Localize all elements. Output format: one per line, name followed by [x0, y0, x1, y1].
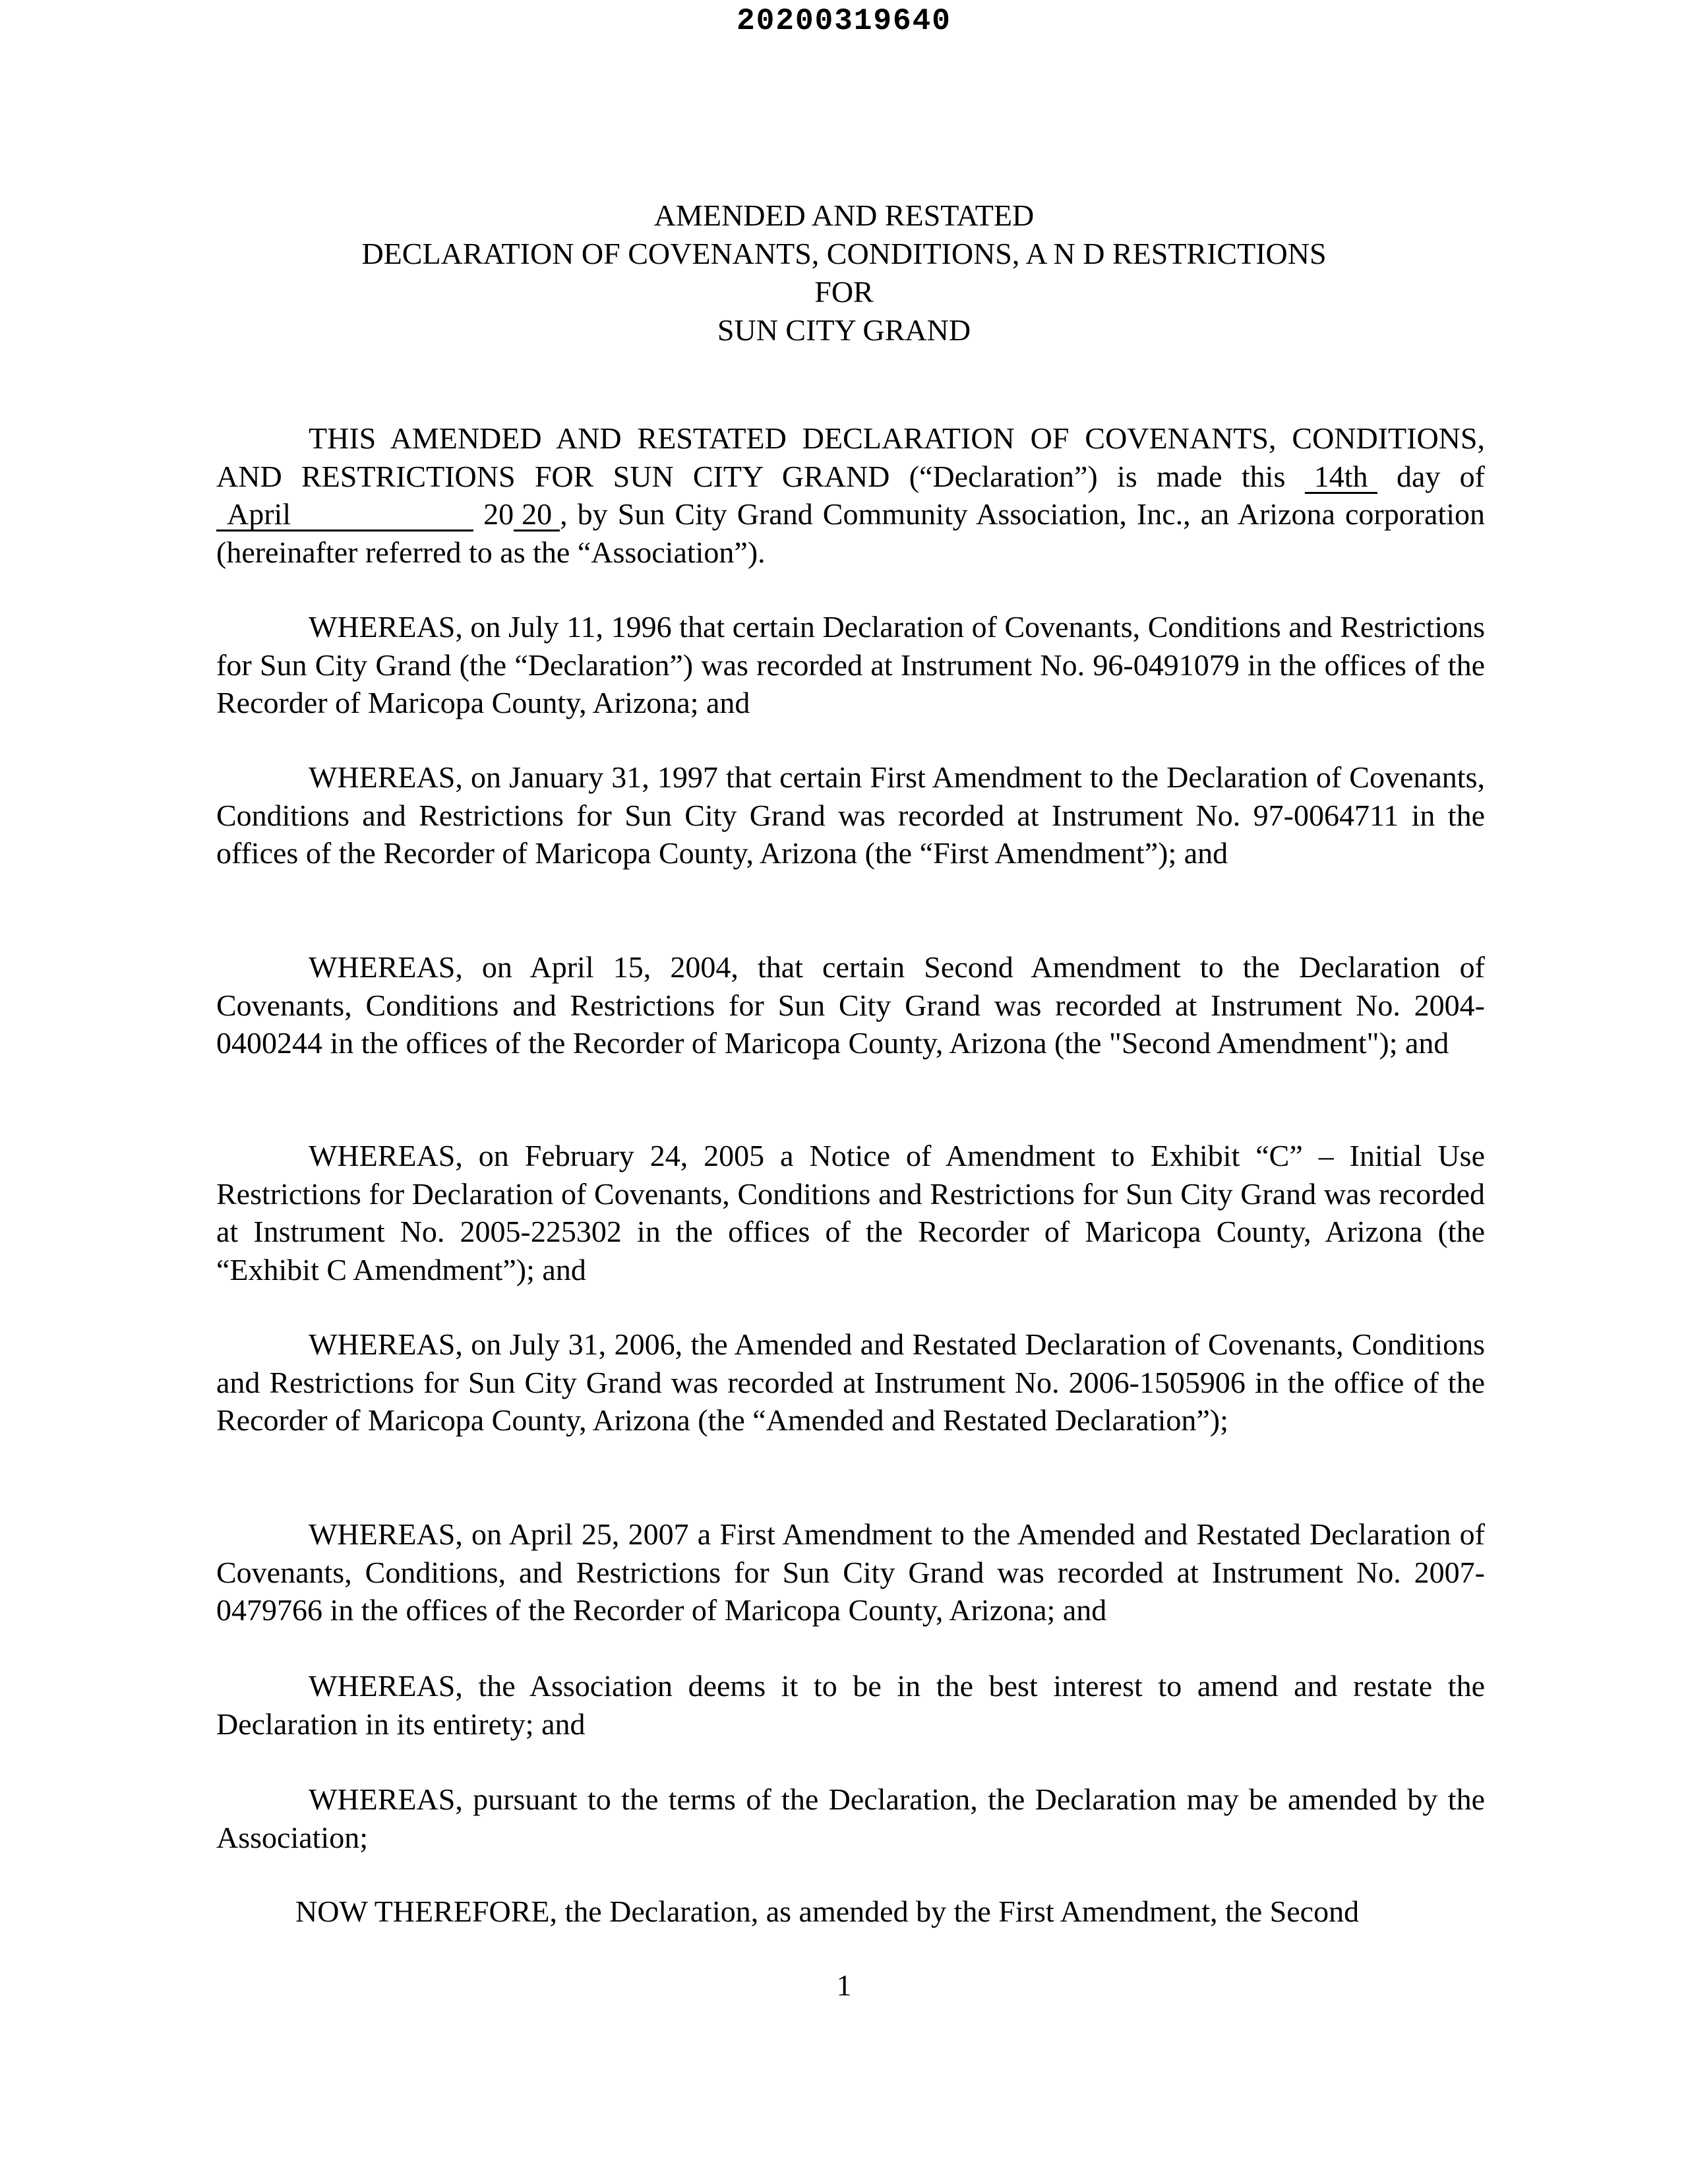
- title-line-4: SUN CITY GRAND: [717, 313, 971, 347]
- whereas-paragraph: [216, 1325, 1485, 1440]
- title-line-2: DECLARATION OF COVENANTS, CONDITIONS, A N D RESTRICTIONS: [361, 237, 1327, 270]
- title-line-1: AMENDED AND RESTATED: [653, 198, 1035, 232]
- title-line-3: FOR: [814, 275, 874, 309]
- document-title: [0, 197, 1688, 349]
- intro-text-after-year: , by Sun City Grand Community Association, Inc., an Arizona corporation (hereinafter referred to as the “Association”).: [216, 497, 1486, 569]
- whereas-text: WHEREAS, the Association deems it to be in the best interest to amend and restate the Declaration in its entirety; and: [216, 1669, 1485, 1741]
- whereas-text: WHEREAS, on July 31, 2006, the Amended and Restated Declaration of Covenants, Conditions and Restrictions for Sun City Grand was recorded at Instrument No. 2006-1505906 in the office of the Recorder of Maricopa County, Arizona (the “Amended and Restated Declaration”);: [216, 1327, 1485, 1437]
- whereas-text: WHEREAS, on January 31, 1997 that certain First Amendment to the Declaration of Covenants, Conditions and Restrictions for Sun City Grand was recorded at Instrument No. 97-0064711 in the offices of the Recorder of Maricopa County, Arizona (the “First Amendment”); and: [216, 760, 1485, 870]
- day-field: 14th: [1305, 462, 1377, 494]
- intro-day-of: day of: [1396, 459, 1485, 493]
- whereas-text: WHEREAS, on July 11, 1996 that certain Declaration of Covenants, Conditions and Restrictions for Sun City Grand (the “Declaration”) was recorded at Instrument No. 96-0491079 in the offices of the Recorder of Maricopa County, Arizona; and: [216, 610, 1485, 719]
- now-therefore-paragraph: [216, 1893, 1485, 1931]
- now-therefore-text: NOW THEREFORE, the Declaration, as amended by the First Amendment, the Second: [295, 1895, 1360, 1928]
- intro-text-before-day: THIS AMENDED AND RESTATED DECLARATION OF COVENANTS, CONDITIONS, AND RESTRICTIONS FOR SUN CITY GRAND (“Declaration”) is made this: [216, 421, 1485, 493]
- whereas-text: WHEREAS, on April 25, 2007 a First Amendment to the Amended and Restated Declaration of Covenants, Conditions, and Restrictions for Sun City Grand was recorded at Instrument No. 2007-0479766 in the offices of the Recorder of Maricopa County, Arizona; and: [216, 1517, 1485, 1627]
- whereas-text: WHEREAS, on February 24, 2005 a Notice of Amendment to Exhibit “C” – Initial Use Restrictions for Declaration of Covenants, Conditions and Restrictions for Sun City Grand was recorded at Instrument No. 2005-225302 in the offices of the Recorder of Maricopa County, Arizona (the “Exhibit C Amendment”); and: [216, 1139, 1485, 1287]
- whereas-text: WHEREAS, pursuant to the terms of the Declaration, the Declaration may be amended by the Association;: [216, 1782, 1485, 1854]
- whereas-paragraph: [216, 1137, 1485, 1289]
- whereas-paragraph: [216, 1515, 1485, 1629]
- year-prefix: 20: [483, 497, 514, 531]
- year-field: 20: [514, 499, 560, 531]
- whereas-paragraph: [216, 1667, 1485, 1743]
- month-field: April: [216, 499, 473, 531]
- page-number: 1: [836, 1968, 852, 2002]
- intro-paragraph: [216, 419, 1485, 571]
- whereas-paragraph: [216, 1780, 1485, 1856]
- whereas-paragraph: [216, 948, 1485, 1062]
- recording-number: 20200319640: [737, 4, 951, 38]
- whereas-paragraph: [216, 608, 1485, 722]
- whereas-text: WHEREAS, on April 15, 2004, that certain Second Amendment to the Declaration of Covenants, Conditions and Restrictions for Sun City Grand was recorded at Instrument No. 2004-0400244 in the offices of the Recorder of Maricopa County, Arizona (the "Second Amendment"); and: [216, 950, 1485, 1060]
- whereas-paragraph: [216, 758, 1485, 872]
